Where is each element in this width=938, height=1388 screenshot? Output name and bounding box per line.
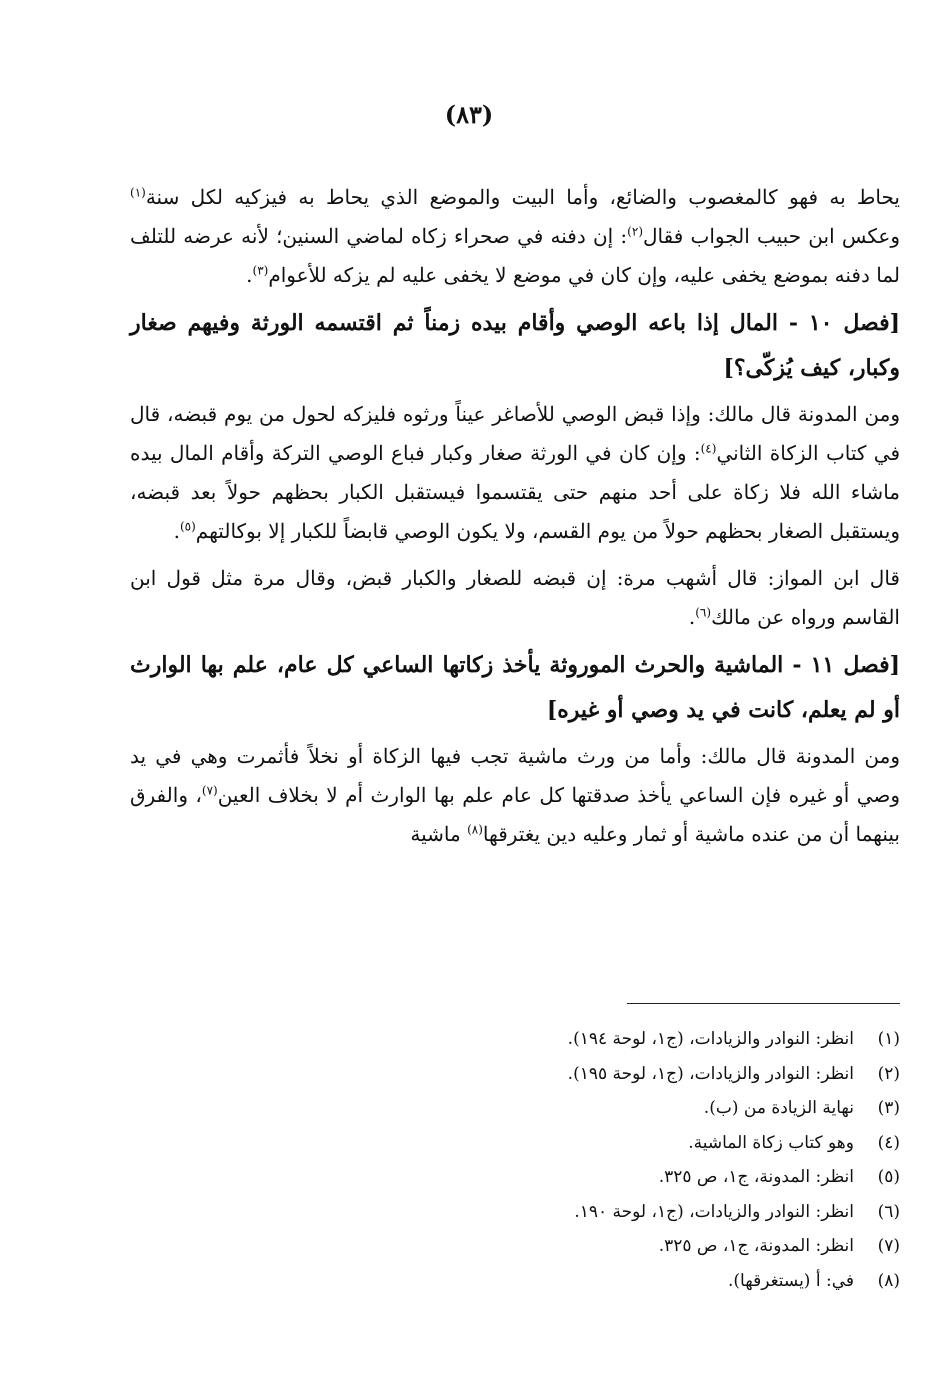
paragraph-intro [130,178,900,295]
paragraph-text: : وإن كان في الورثة صغار وكبار فباع الوصي التركة وأقام المال بيده ماشاء الله فلا زكاة على أحد منهم حتى يقتسموا فيستقبل الكبار بحظهم حولاً بعد قبضه، ويستقبل الصغار بحظهم حولاً من يوم القسم، ولا يكون الوصي قابضاً للكبار إلا بوكالتهم [130,441,900,543]
section-heading-10: [فصل ١٠ - المال إذا باعه الوصي وأقام بيده زمناً ثم اقتسمه الورثة وفيهم صغار وكبار، كيف يُزكّى؟] [130,310,900,381]
footnote-number: (٨) [877,1270,900,1291]
paragraph-text: وعكس ابن حبيب الجواب فقال [643,224,900,248]
footnote-ref: (٨) [467,822,483,837]
footnote-text: نهاية الزيادة من (ب). [703,1098,854,1118]
footnote-text: وهو كتاب زكاة الماشية. [688,1132,854,1153]
footnote-item [130,1091,900,1126]
footnote-ref: (٧) [201,783,218,798]
footnote-number: (٢) [877,1063,900,1084]
footnote-item [130,1264,900,1299]
footnote-number: (٦) [877,1201,900,1222]
paragraph-section-11 [130,737,900,854]
paragraph-text: ومن المدونة قال مالك: وإذا قبض الوصي للأصاغر عيناً ورثوه فليزكه لحول من يوم قبضه، قال في كتاب الزكاة الثاني [130,402,901,465]
main-text [130,178,900,854]
paragraph-section-10a [130,395,900,551]
page-number: (٨٣) [444,100,494,129]
paragraph-text: ماشية [410,822,468,846]
footnote-item [130,1195,900,1230]
paragraph-text: ، والفرق بينهما أن من عنده ماشية أو ثمار وعليه دين يغترقها [130,783,900,846]
footnote-item [130,1160,900,1195]
paragraph-text: قال ابن المواز: قال أشهب مرة: إن قبضه للصغار والكبار قبض، وقال مرة مثل قول ابن القاسم ورواه عن مالك [130,566,900,629]
footnote-number: (١) [877,1029,900,1049]
footnote-ref: (٢) [627,224,643,239]
footnote-text: انظر: النوادر والزيادات، (ج١، لوحة ١٩٥). [567,1063,854,1084]
footnote-item [130,1057,900,1092]
footnote-ref: (٣) [252,263,269,278]
footnote-number: (٥) [877,1167,900,1187]
footnote-ref: (٤) [700,441,717,456]
footnote-ref: (١) [130,185,146,200]
paragraph-text: . [246,263,253,287]
paragraph-text: يحاط به فهو كالمغصوب والضائع، وأما البيت والموضع الذي يحاط به فيزكيه لكل سنة [145,185,900,209]
paragraph-text: ومن المدونة قال مالك: وأما من ورث ماشية تجب فيها الزكاة أو نخلاً فأثمرت وهي في يد وصي أو غيره فإن الساعي يأخذ صدقتها كل عام علم بها الوارث أم لا بخلاف العين [130,744,901,807]
footnote-text: انظر: المدونة، ج١، ص ٣٢٥. [658,1236,854,1256]
footnote-number: (٣) [877,1098,900,1118]
footnote-ref: (٥) [179,519,196,534]
section-heading-11: [فصل ١١ - الماشية والحرث الموروثة يأخذ زكاتها الساعي كل عام، علم بها الوارث أو لم يعلم، كانت في يد وصي أو غيره] [130,652,900,723]
footnote-text: انظر: النوادر والزيادات، (ج١، لوحة ١٩٤). [567,1029,854,1049]
footnote-text: انظر: النوادر والزيادات، (ج١، لوحة ١٩٠. [574,1201,854,1222]
footnote-number: (٧) [877,1236,900,1256]
footnote-number: (٤) [877,1132,900,1153]
footnotes [130,1022,900,1298]
paragraph-section-10b [130,559,900,637]
footnote-separator [627,1003,900,1004]
footnote-text: انظر: المدونة، ج١، ص ٣٢٥. [658,1167,854,1187]
footnote-ref: (٦) [695,605,712,620]
paragraph-text: : إن دفنه في صحراء زكاه لماضي السنين؛ لأنه عرضه للتلف لما دفنه بموضع يخفى عليه، وإن كان في موضع لا يخفى عليه لم يزكه للأعوام [130,224,900,287]
footnote-item [130,1229,900,1264]
footnote-item [130,1126,900,1161]
paragraph-text: . [688,605,696,629]
footnote-item [130,1022,900,1057]
paragraph-text: . [173,519,180,543]
footnote-text: في: أ (يستغرقها). [728,1270,854,1291]
